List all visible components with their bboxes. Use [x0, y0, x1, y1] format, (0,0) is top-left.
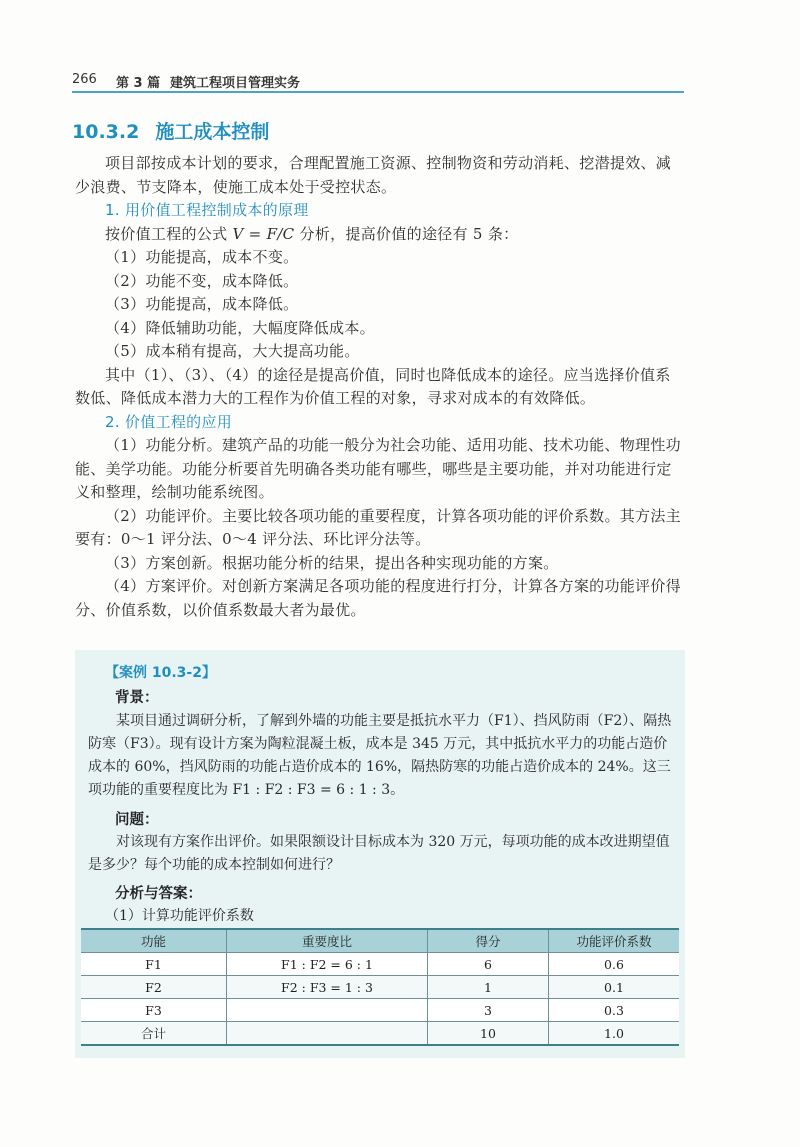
section-title: 施工成本控制 [155, 121, 270, 143]
list-item: （5）成本稍有提高，大大提高功能。 [105, 342, 360, 360]
answer-subheading: （1）计算功能评价系数 [105, 908, 254, 924]
page-number: 266 [72, 72, 97, 87]
column-header: 功能评价系数 [549, 929, 680, 953]
subsection2-heading: 2. 价值工程的应用 [105, 412, 233, 431]
table-cell [227, 999, 428, 1022]
conclusion-paragraph: 其中（1）、（3）、（4）的途径是提高价值，同时也降低成本的途径。应当选择价值系数低、降低成本潜力大的工程作为价值工程的对象，寻求对成本的有效降低。 [75, 365, 671, 407]
table-cell: 0.3 [549, 999, 680, 1022]
table-cell: F2 [81, 976, 227, 999]
case-study-box [75, 650, 685, 1058]
question-text: 对该现有方案作出评价。如果限额设计目标成本为 320 万元，每项功能的成本改进期望值是多少？每个功能的成本控制如何进行？ [88, 834, 670, 873]
table-cell: 合计 [81, 1022, 227, 1046]
case-label: 【案例 10.3-2】 [105, 665, 216, 681]
list-item: （1）功能提高，成本不变。 [105, 248, 299, 266]
table-row [81, 976, 679, 999]
table-cell: F1 [81, 953, 227, 976]
list-item: （4）方案评价。对创新方案满足各项功能的程度进行打分，计算各方案的功能评价得分、价值系数，以价值系数最大者为最优。 [75, 577, 681, 619]
formula-line [75, 223, 685, 247]
table-cell: 10 [428, 1022, 549, 1046]
background-heading: 背景： [115, 690, 159, 706]
list-item: （3）功能提高，成本降低。 [105, 295, 299, 313]
value-formula: V = F/C [232, 224, 295, 243]
background-text-block [88, 710, 676, 802]
column-header: 重要度比 [227, 929, 428, 953]
column-header: 功能 [81, 929, 227, 953]
table-header-row [81, 929, 679, 953]
list-item: （2）功能不变，成本降低。 [105, 271, 299, 290]
header-divider [72, 91, 684, 93]
list-item: （1）功能分析。建筑产品的功能一般分为社会功能、适用功能、技术功能、物理性功能、美学功能。功能分析要首先明确各类功能有哪些，哪些是主要功能，并对功能进行定义和整理，绘制功能系统图。 [75, 436, 681, 501]
column-header: 得分 [428, 929, 549, 953]
background-text: 某项目通过调研分析，了解到外墙的功能主要是抵抗水平力（F1）、挡风防雨（F2）、隔热防寒（F3）。现有设计方案为陶粒混凝土板，成本是 345 万元，其中抵抗水平力的功能占造价成本的 60%，挡风防雨的功能占造价成本的 16%，隔热防寒的功能占造价成本的 24%。这三项功能的重要程度比为 F1 : F2 : F3 = 6 : 1 : 3。 [88, 713, 672, 798]
formula-lead: 按价值工程的公式 [105, 224, 233, 243]
evaluation-table [81, 928, 679, 1046]
subsection1-heading: 1. 用价值工程控制成本的原理 [105, 201, 309, 219]
table-row [81, 953, 679, 976]
intro-paragraph: 项目部按成本计划的要求，合理配置施工资源、控制物资和劳动消耗、挖潜提效、减少浪费、节支降本，使施工成本处于受控状态。 [75, 154, 672, 196]
main-body [75, 152, 685, 622]
part-label: 第 3 篇 [116, 76, 161, 91]
answer-heading: 分析与答案： [115, 886, 202, 902]
table-cell: 1.0 [549, 1022, 680, 1046]
table-cell [227, 1022, 428, 1046]
list-item: （2）功能评价。主要比较各项功能的重要程度，计算各项功能的评价系数。其方法主要有：0～1 评分法、0～4 评分法、环比评分法等。 [75, 506, 681, 548]
running-header [72, 68, 684, 90]
table-cell: 1 [428, 976, 549, 999]
table-cell: F2 : F3 = 1 : 3 [227, 976, 428, 999]
table-row [81, 999, 679, 1022]
section-number: 10.3.2 [72, 121, 140, 143]
table-cell: 6 [428, 953, 549, 976]
table-cell: F3 [81, 999, 227, 1022]
table-cell: F1 : F2 = 6 : 1 [227, 953, 428, 976]
formula-tail: 分析，提高价值的途径有 5 条： [294, 224, 519, 243]
table-row [81, 1022, 679, 1046]
table-cell: 0.6 [549, 953, 680, 976]
header-title: 建筑工程项目管理实务 [170, 76, 301, 91]
list-item: （3）方案创新。根据功能分析的结果，提出各种实现功能的方案。 [105, 553, 559, 572]
table-cell: 3 [428, 999, 549, 1022]
section-heading [72, 117, 269, 144]
list-item: （4）降低辅助功能，大幅度降低成本。 [105, 318, 375, 337]
question-text-block [88, 831, 676, 877]
table-cell: 0.1 [549, 976, 680, 999]
question-heading: 问题： [115, 812, 159, 828]
